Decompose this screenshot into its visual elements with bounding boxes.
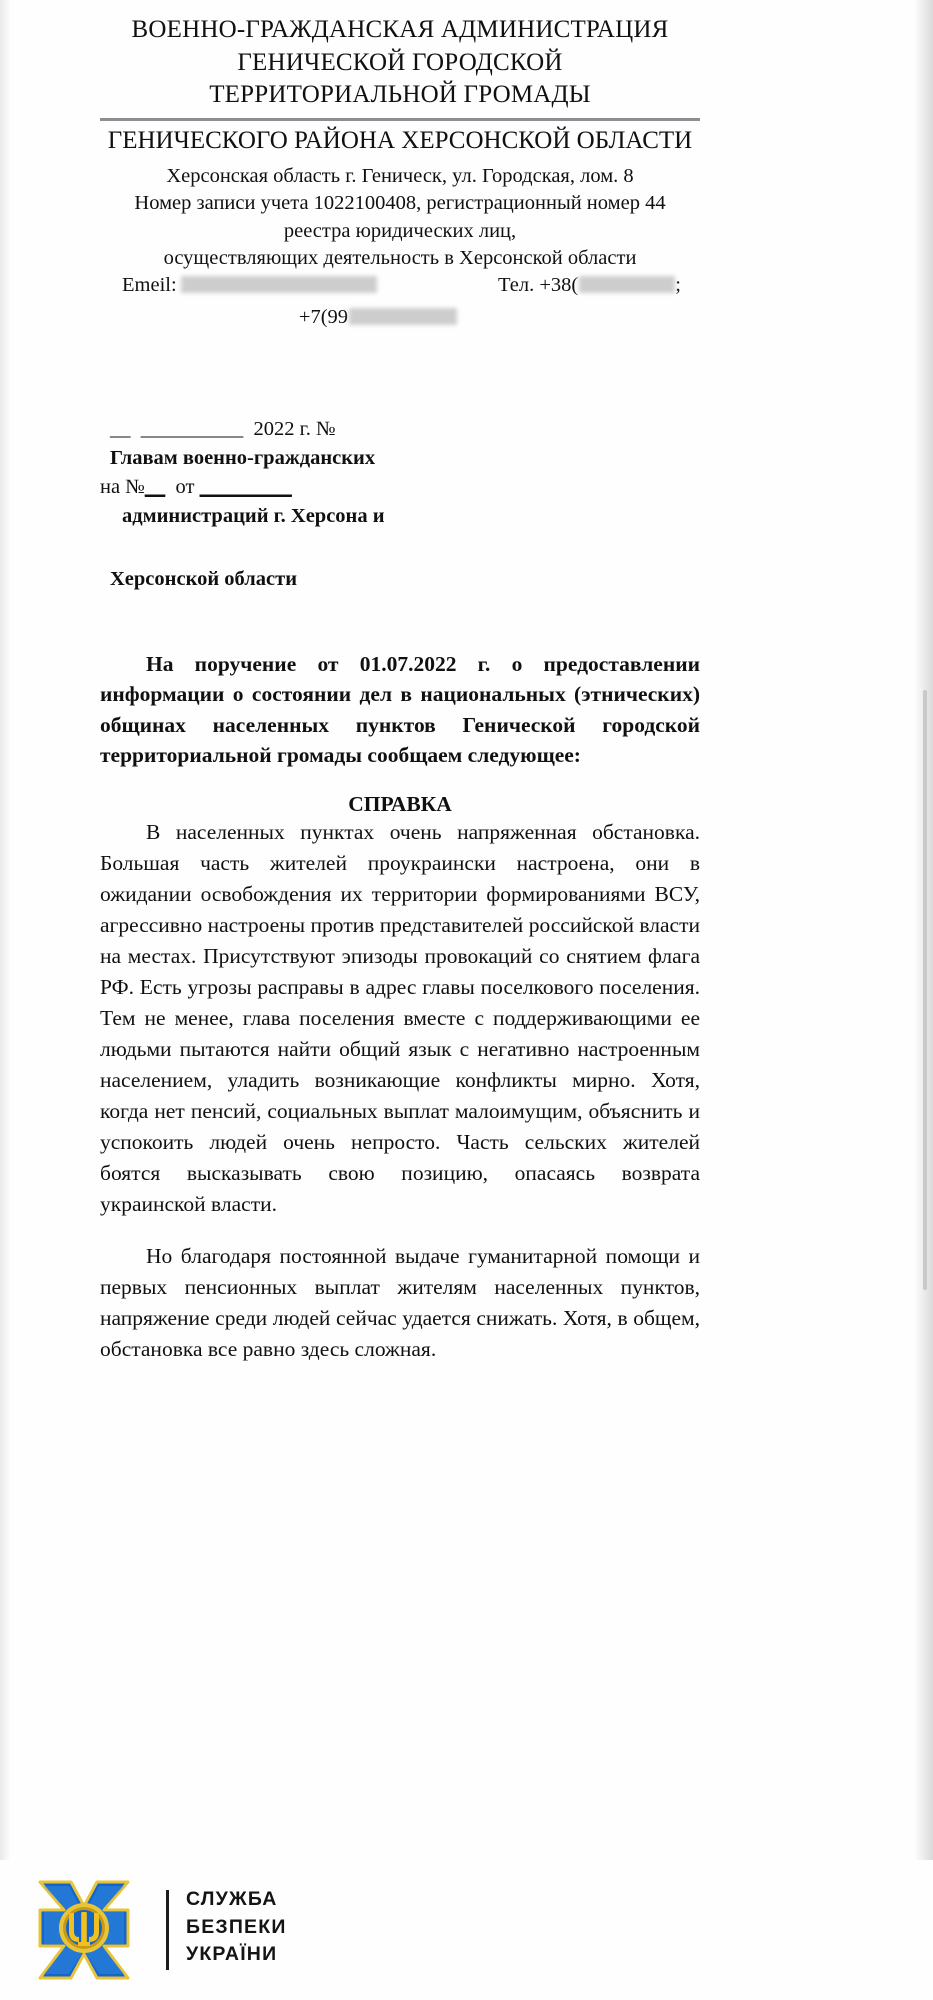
logo-text-line-1: СЛУЖБА	[186, 1888, 278, 1910]
body-heading: СПРАВКА	[348, 792, 452, 817]
logo-text-line-2: БЕЗПЕКИ	[186, 1915, 287, 1938]
letterhead-line-3: ТЕРРИТОРИАЛЬНОЙ ГРОМАДЫ	[209, 81, 591, 108]
logo-wordmark	[186, 1886, 287, 1969]
body-paragraph-2: Но благодаря постоянной выдаче гуманитарной помощи и первых пенсионных выплат жителям населенных пунктов, напряжение среди людей сейчас удается снижать. Хотя, в общем, обстановка все равно здесь сложная.	[100, 1244, 700, 1361]
address-line-2: Номер записи учета 1022100408, регистрационный номер 44	[134, 192, 666, 215]
page-edge-left	[0, 0, 10, 1860]
email-entry	[122, 274, 377, 297]
address-line-4: осуществляющих деятельность в Херсонской области	[163, 246, 637, 269]
letterhead-divider	[100, 118, 700, 121]
ref-blank-1: __	[144, 476, 166, 499]
address-block	[100, 163, 700, 272]
ref-prefix: на №	[100, 476, 145, 499]
addressee-line-1: Главам военно-гражданских	[110, 447, 376, 470]
letterhead-line-4: ГЕНИЧЕСКОГО РАЙОНА ХЕРСОНСКОЙ	[107, 126, 571, 154]
body-intro-bold: На поручение от 01.07.2022 г. о предоставлении информации о состоянии дел в национальных (этнических) общинах населенных пунктов Генической городской территориальной громады сообщаем следующее:	[100, 651, 700, 768]
letterhead-secondary	[100, 125, 700, 158]
body-paragraph-1: В населенных пунктах очень напряженная обстановка. Большая часть жителей проукраински настроена, они в ожидании освобождения их территории формированиями ВСУ, агрессивно настроены против представителей российской власти на местах. Присутствуют эпизоды провокаций со снятием флага РФ. Есть угрозы расправы в адрес главы поселкового поселения. Тем не менее, глава поселения вместе с поддерживающими ее людьми пытаются найти общий язык с негативно настроенным населением, уладить возникающие конфликты мирно. Хотя, когда нет пенсий, социальных выплат малоимущим, объяснить и успокоить людей очень непросто. Часть сельских жителей боятся высказывать свою позицию, опасаясь возврата украинской власти.	[100, 820, 700, 1216]
logo-text-line-3: УКРАЇНИ	[186, 1943, 278, 1966]
letterhead-line-1: ВОЕННО-ГРАЖДАНСКАЯ АДМИНИСТРАЦИЯ	[131, 16, 669, 43]
ref-blank-2: _________	[199, 476, 292, 499]
email-label: Emeil:	[122, 274, 177, 296]
sbu-cross-trident-emblem	[38, 1880, 130, 1980]
scrollbar[interactable]	[923, 690, 927, 1290]
letterhead-line-5: ОБЛАСТИ	[576, 126, 693, 154]
telephone-entry	[498, 274, 681, 297]
redaction-telephone	[579, 276, 675, 293]
requisites-block	[100, 415, 700, 595]
letterhead-line-2: ГЕНИЧЕСКОЙ ГОРОДСКОЙ	[237, 48, 563, 76]
telephone-tail: ;	[675, 274, 681, 296]
redaction-email	[181, 276, 377, 293]
document-content	[100, 0, 700, 1386]
address-line-1: Херсонская область г. Геническ, ул. Городская, лом. 8	[166, 165, 634, 187]
logo-divider	[166, 1890, 169, 1970]
telephone-second-label: +7(99	[298, 306, 349, 328]
contact-row	[100, 274, 700, 304]
incoming-ref-line	[100, 473, 700, 502]
addressee-line-2: администраций г. Херсона и	[122, 505, 385, 528]
letterhead	[100, 0, 700, 112]
telephone-second-row	[78, 306, 678, 329]
address-line-3: реестра юридических лиц,	[283, 219, 517, 242]
ref-middle: от	[175, 476, 195, 499]
body-block	[100, 649, 700, 1365]
addressee-line-3: Херсонской области	[110, 568, 298, 591]
redaction-telephone-second	[349, 308, 457, 325]
sbu-logo	[38, 1880, 338, 1985]
outgoing-date-line: __ __________ 2022 г. №	[110, 418, 336, 440]
telephone-label: Тел. +38(	[498, 274, 579, 296]
